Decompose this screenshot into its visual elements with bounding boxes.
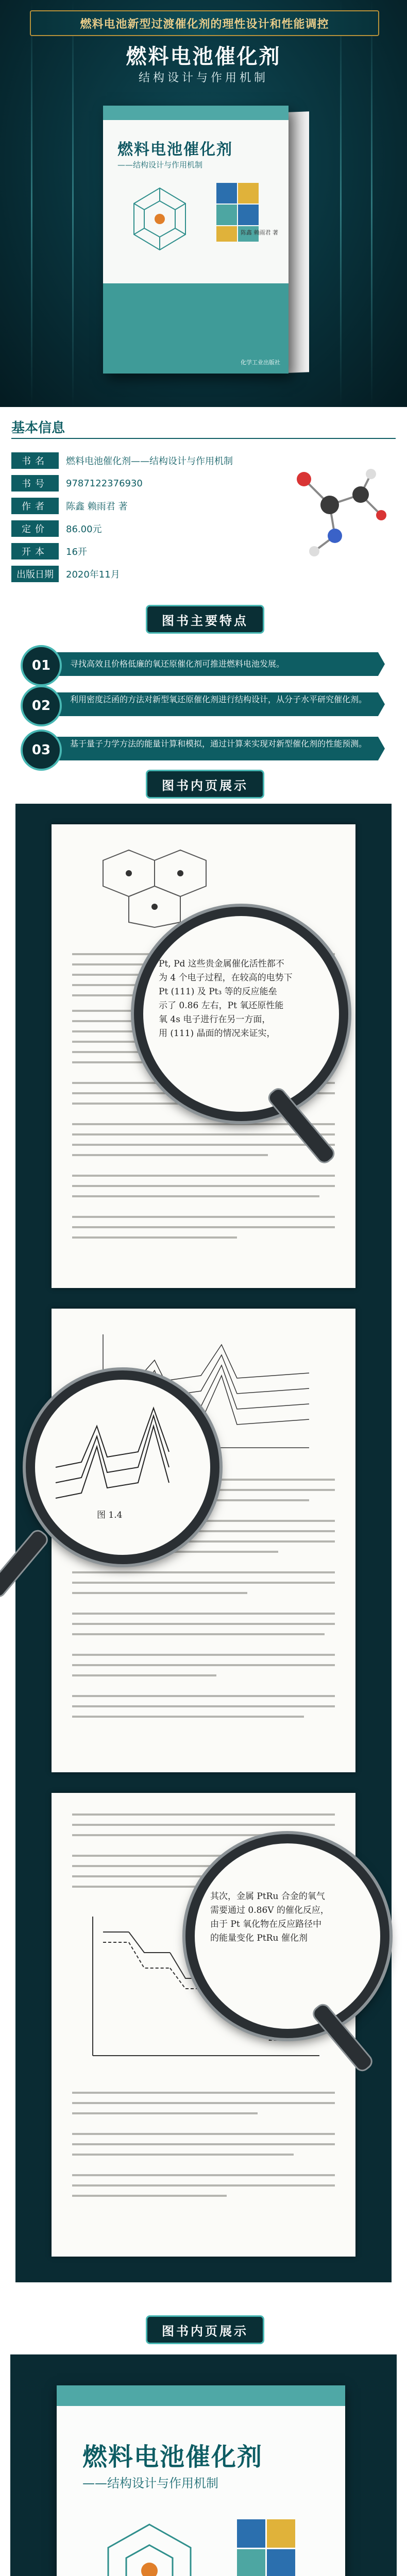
feature-number: 02	[21, 685, 62, 726]
text-line	[72, 1814, 335, 1816]
cover-band	[57, 2385, 345, 2406]
text-line	[72, 2092, 335, 2094]
molecule-illustration	[77, 2509, 222, 2576]
text-line	[72, 1195, 319, 1197]
text-line	[72, 2195, 227, 2197]
feature-item	[21, 685, 386, 724]
cover-bottom-band	[103, 283, 289, 374]
info-row-isbn	[11, 473, 143, 494]
magnifier-handle	[0, 1529, 49, 1598]
text-line	[72, 1226, 335, 1228]
mag-line: 其次，金属 PtRu 合金的氧气	[210, 1891, 325, 1902]
text-line	[72, 1716, 304, 1718]
cover-authors: 陈鑫 赖雨君 著	[241, 229, 278, 236]
preview-background	[15, 804, 392, 2282]
info-value: 9787122376930	[66, 478, 143, 489]
info-label: 定价	[11, 520, 59, 537]
inner-pages-preview-section	[0, 694, 407, 2298]
cover-publisher: 化学工业出版社	[241, 359, 280, 366]
feature-number: 03	[21, 730, 62, 771]
text-line	[72, 1571, 335, 1573]
text-line	[72, 1664, 335, 1666]
text-line	[72, 2184, 335, 2187]
info-divider	[11, 438, 396, 439]
magnifier-2	[26, 1370, 219, 1564]
feature-item	[21, 730, 386, 769]
text-line	[72, 1695, 335, 1697]
magnified-figure	[50, 1400, 184, 1514]
info-label: 开本	[11, 543, 59, 560]
info-value: 陈鑫 赖雨君 著	[66, 501, 128, 512]
feature-text: 基于量子力学方法的能量计算和模拟，通过计算来实现对新型催化剂的性能预测。	[70, 739, 367, 749]
text-line	[72, 1674, 216, 1676]
book-spine	[289, 111, 309, 372]
mag-line: Pt (111) 及 Pt₃ 等的反应能垒	[159, 987, 277, 997]
info-label: 出版日期	[11, 566, 59, 582]
info-value: 2020年11月	[66, 569, 120, 580]
mag-line: 由于 Pt 氧化物在反应路径中	[210, 1919, 322, 1929]
molecule-3d-icon	[273, 448, 397, 572]
mag-line: 为 4 个电子过程，在较高的电势下	[159, 973, 293, 983]
magnifier-1	[134, 907, 348, 1121]
showcase-section-title: 图书内页展示	[146, 2315, 264, 2344]
text-line	[72, 1623, 335, 1625]
mag-line: 氧 4s 电子进行在另一方面，	[159, 1014, 271, 1025]
feature-text: 寻找高效且价格低廉的氧还原催化剂可推进燃料电池发展。	[70, 659, 285, 669]
text-line	[72, 2133, 335, 2135]
text-line	[72, 1185, 335, 1187]
info-value: 16开	[66, 547, 87, 557]
text-line	[72, 1654, 335, 1656]
info-value: 燃料电池催化剂——结构设计与作用机制	[66, 456, 233, 467]
book-3d-image	[103, 106, 289, 374]
mag-line: 的能量变化 PtRu 催化剂	[210, 1933, 308, 1943]
mag-line: 需要通过 0.86V 的催化反应，	[210, 1905, 329, 1916]
series-banner-text: 燃料电池新型过渡催化剂的理性设计和性能调控	[80, 17, 329, 31]
text-line	[72, 1705, 335, 1707]
cover-title: 燃料电池催化剂	[117, 141, 233, 159]
cover-title: 燃料电池催化剂	[82, 2443, 263, 2471]
magnified-caption: 图 1.4	[97, 1510, 123, 1520]
text-line	[72, 1834, 268, 1836]
info-row-format	[11, 541, 87, 562]
text-line	[72, 1582, 335, 1584]
cover-subtitle: ——结构设计与作用机制	[82, 2476, 218, 2490]
text-line	[72, 2143, 335, 2145]
info-heading: 基本信息	[11, 420, 65, 436]
hero-subtitle: 结构设计与作用机制	[138, 72, 268, 84]
text-line	[72, 2174, 335, 2176]
feature-text: 利用密度泛函的方法对新型氧还原催化剂进行结构设计，从分子水平研究催化剂。	[70, 694, 367, 704]
text-line	[72, 1133, 335, 1136]
text-line	[72, 1613, 335, 1615]
book-showcase-section	[0, 2298, 407, 2576]
hero-title: 燃料电池催化剂	[126, 45, 281, 69]
cover-subtitle: ——结构设计与作用机制	[117, 160, 203, 170]
text-line	[72, 1592, 247, 1594]
features-section-title: 图书主要特点	[146, 605, 264, 634]
magnified-text	[159, 957, 324, 1041]
molecule-illustration	[113, 178, 206, 270]
text-line	[72, 1154, 268, 1156]
info-row-price	[11, 518, 102, 539]
showcase-background	[10, 2354, 397, 2576]
magnified-text	[210, 1890, 365, 1945]
feature-item	[21, 645, 386, 684]
info-label: 书名	[11, 452, 59, 469]
text-line	[72, 2154, 294, 2156]
book-front-cover	[57, 2385, 345, 2576]
mag-line: 示了 0.86 左右，Pt 氧还原性能	[159, 1001, 284, 1011]
info-row-author	[11, 496, 127, 516]
cover-band	[103, 106, 289, 120]
info-row-date	[11, 564, 120, 584]
text-line	[72, 1633, 325, 1635]
feature-number: 01	[21, 645, 62, 686]
text-line	[72, 2102, 335, 2104]
text-line	[72, 1216, 335, 1218]
magnifier-3	[185, 1834, 389, 2038]
info-label: 书号	[11, 475, 59, 492]
info-row-title	[11, 450, 233, 471]
preview-section-title: 图书内页展示	[146, 770, 264, 799]
text-line	[72, 1175, 335, 1177]
info-label: 作者	[11, 498, 59, 514]
text-line	[72, 2112, 258, 2114]
hero-banner	[0, 0, 407, 407]
mag-line: 用 (111) 晶面的情况来证实，	[159, 1028, 276, 1039]
book-cover	[103, 106, 289, 374]
info-value: 86.00元	[66, 524, 102, 535]
mag-line: Pt, Pd 这些贵金属催化活性都不	[159, 959, 284, 969]
crystal-illustration	[232, 2499, 330, 2576]
series-banner	[30, 10, 379, 36]
text-line	[72, 1824, 335, 1826]
text-line	[72, 1236, 237, 1239]
text-line	[72, 1144, 335, 1146]
